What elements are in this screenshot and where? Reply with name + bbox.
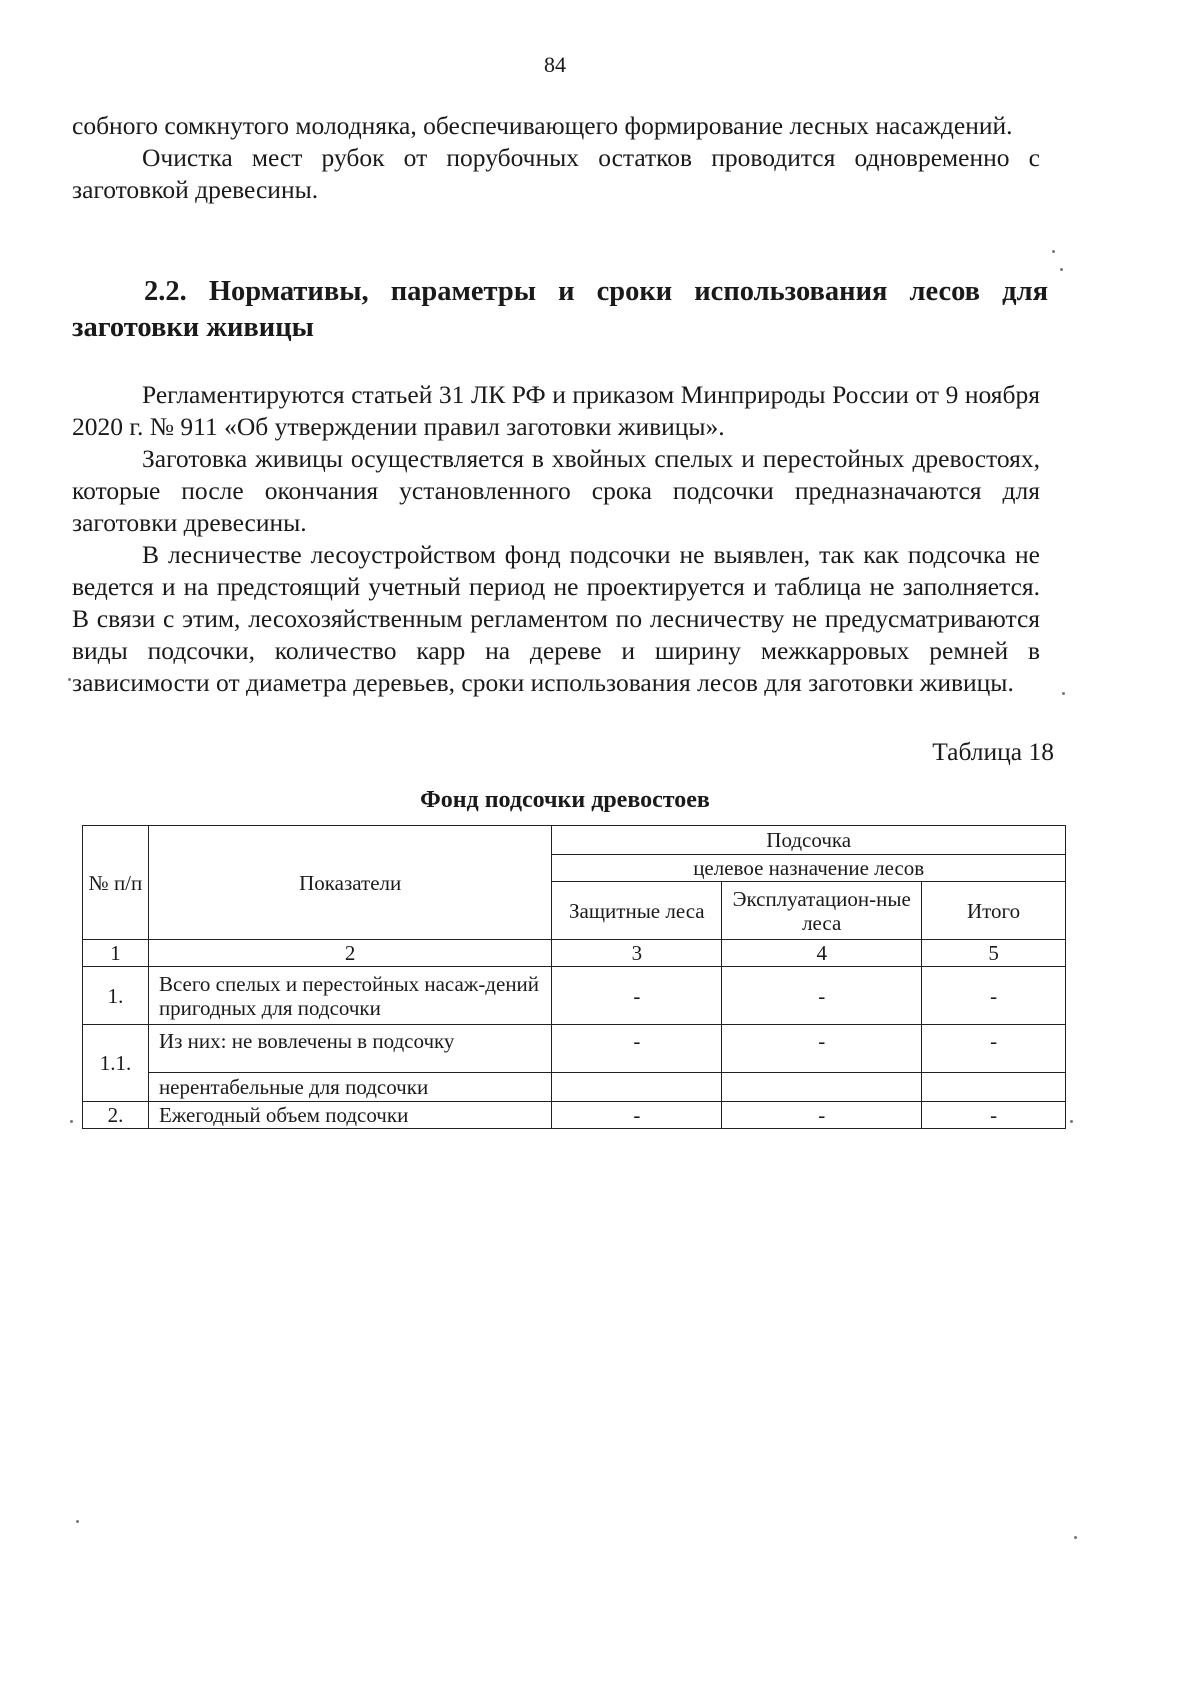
column-number: 2	[148, 940, 551, 967]
body-paragraph: В лесничестве лесоустройством фонд подсочки не выявлен, так как подсочка не ведется и на предстоящий учетный период не проектируется и таблица не заполняется. В связи с этим, лесохозяйственным регламентом по лесничеству не предусматриваются виды подсочки, количество карр на дереве и ширину межкарровых ремней в зависимости от диаметра деревьев, сроки использования лесов для заготовки живицы.	[72, 540, 1040, 697]
cell-total: -	[922, 1025, 1066, 1073]
scan-speck	[1070, 1120, 1073, 1123]
sap-tapping-fund-table	[82, 825, 1066, 1129]
cell-exploitation: -	[722, 1025, 922, 1073]
row-label: Всего спелых и перестойных насаж-дений пригодных для подсочки	[148, 967, 551, 1025]
table-row	[83, 967, 1066, 1025]
scan-speck	[76, 1520, 79, 1523]
header-exploitation: Эксплуатацион-ные леса	[722, 882, 922, 940]
cell-exploitation: -	[722, 1102, 922, 1129]
scan-speck	[1062, 692, 1065, 695]
column-number: 5	[922, 940, 1066, 967]
scan-speck	[68, 678, 71, 681]
cell-exploitation: -	[722, 967, 922, 1025]
header-indicators: Показатели	[148, 826, 551, 940]
scan-speck	[1052, 250, 1055, 253]
scan-speck	[70, 1120, 73, 1123]
row-num: 1.1.	[83, 1025, 149, 1102]
body-text	[72, 379, 1040, 699]
table-row	[83, 1025, 1066, 1073]
header-subgroup: целевое назначение лесов	[552, 855, 1066, 882]
table-row	[83, 1102, 1066, 1129]
column-number: 1	[83, 940, 149, 967]
column-number: 3	[552, 940, 722, 967]
scan-speck	[1060, 268, 1063, 271]
row-num: 1.	[83, 967, 149, 1025]
cell-total: -	[922, 1102, 1066, 1129]
cell-total: -	[922, 967, 1066, 1025]
row-label: Из них: не вовлечены в подсочку	[148, 1025, 551, 1073]
cell-protective: -	[552, 967, 722, 1025]
table-number-label: Таблица 18	[932, 737, 1054, 766]
page-number: 84	[544, 52, 566, 77]
section-heading: 2.2. Нормативы, параметры и сроки использования лесов для заготовки живицы	[72, 276, 1048, 343]
column-number-row	[83, 940, 1066, 967]
scan-speck	[1074, 1536, 1077, 1539]
header-protective: Защитные леса	[552, 882, 722, 940]
row-label: нерентабельные для подсочки	[148, 1073, 551, 1102]
cell-protective	[552, 1073, 722, 1102]
cell-total	[922, 1073, 1066, 1102]
body-paragraph: Регламентируются статьей 31 ЛК РФ и приказом Минприроды России от 9 ноября 2020 г. № 911 «Об утверждении правил заготовки живицы».	[72, 380, 1040, 441]
cell-protective: -	[552, 1025, 722, 1073]
intro-text	[72, 110, 1040, 206]
header-num: № п/п	[83, 826, 149, 940]
table-row	[83, 1073, 1066, 1102]
cell-exploitation	[722, 1073, 922, 1102]
header-group: Подсочка	[552, 826, 1066, 855]
column-number: 4	[722, 940, 922, 967]
table-title: Фонд подсочки древостоев	[420, 787, 710, 813]
body-paragraph: Заготовка живицы осуществляется в хвойных спелых и перестойных древостоях, которые после окончания установленного срока подсочки предназначаются для заготовки древесины.	[72, 444, 1040, 537]
intro-paragraph: собного сомкнутого молодняка, обеспечивающего формирование лесных насаждений.	[72, 111, 1013, 140]
row-label: Ежегодный объем подсочки	[148, 1102, 551, 1129]
cell-protective: -	[552, 1102, 722, 1129]
intro-paragraph: Очистка мест рубок от порубочных остатков проводится одновременно с заготовкой древесины.	[72, 143, 1040, 204]
header-total: Итого	[922, 882, 1066, 940]
row-num: 2.	[83, 1102, 149, 1129]
